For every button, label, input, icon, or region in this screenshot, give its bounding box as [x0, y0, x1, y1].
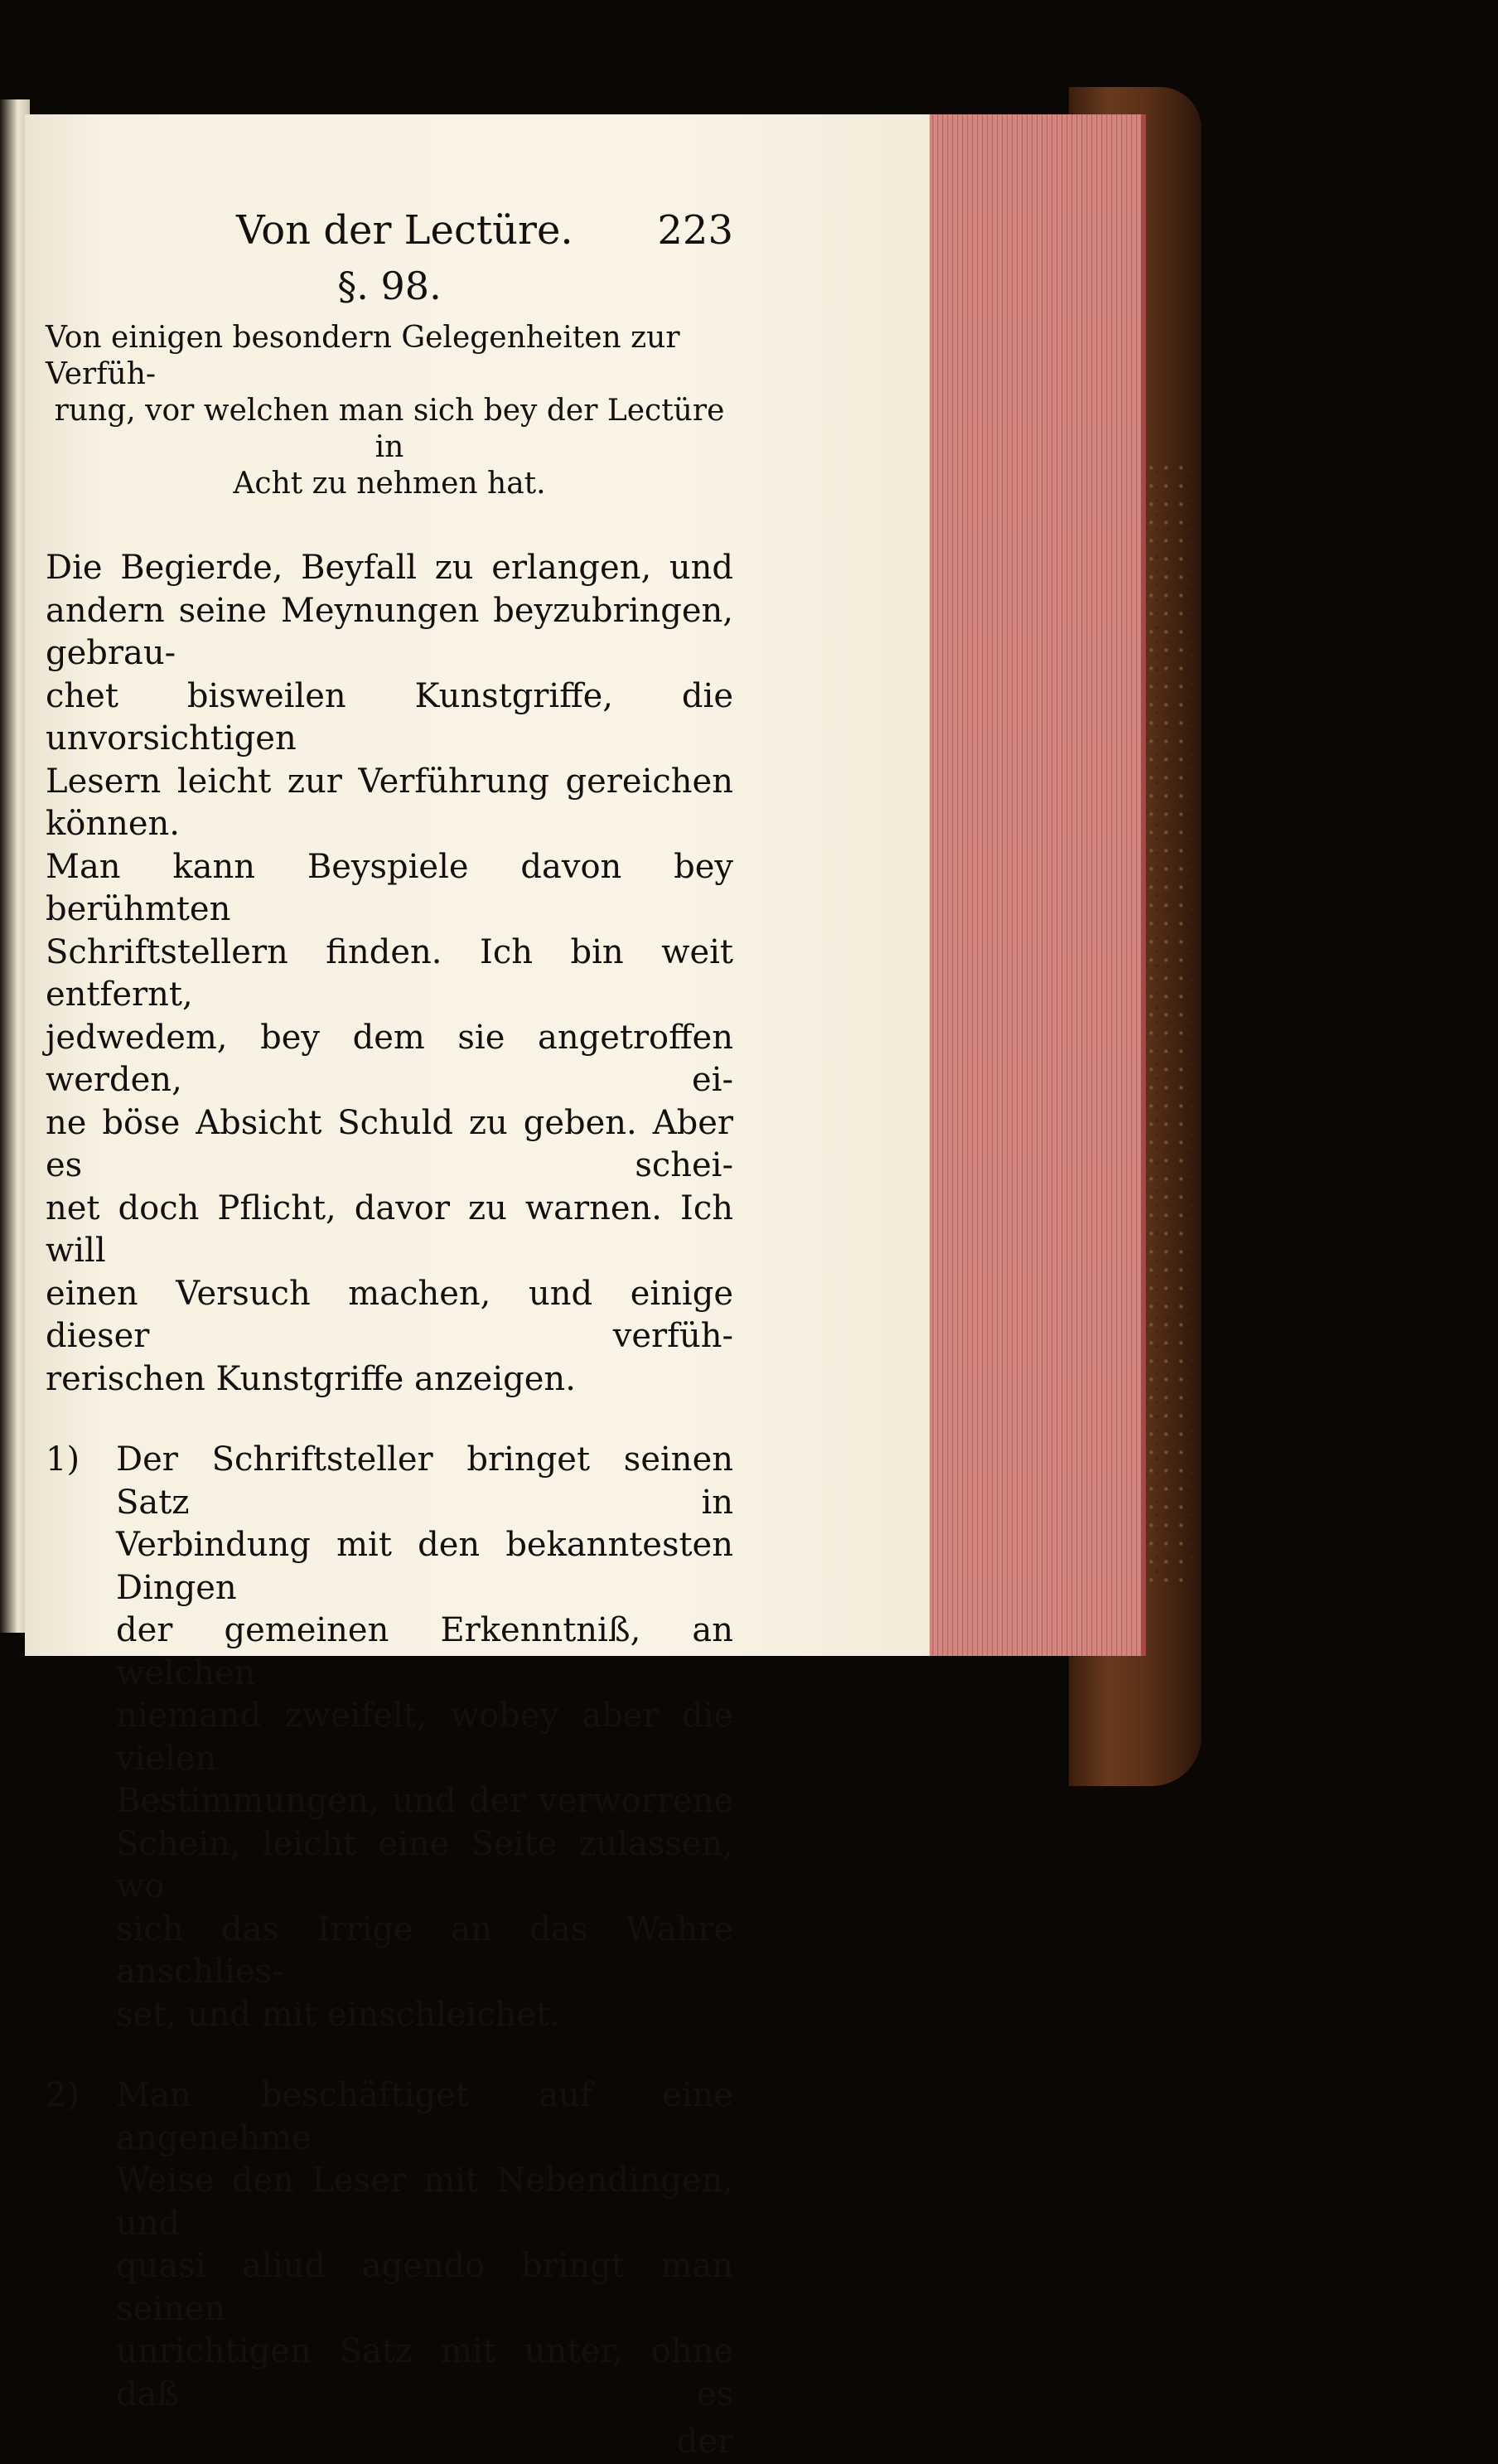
text-line: chet bisweilen Kunstgriffe, die unvorsichtigen [46, 676, 733, 758]
text-line: Die Begierde, Beyfall zu erlangen, und [46, 549, 733, 587]
text-line: quasi aliud agendo bringt man seinen [116, 2247, 733, 2328]
text-line: einen Versuch machen, und einige dieser verfüh- [46, 1274, 733, 1355]
text-line: rerischen Kunstgriffe anzeigen. [46, 1359, 576, 1398]
text-line: Schriftstellern finden. Ich bin weit entfernt, [46, 932, 733, 1014]
text-line: niemand zweifelt, wobey aber die vielen [116, 1697, 733, 1778]
text-line: Der Schriftsteller bringet seinen Satz in [116, 1440, 733, 1522]
text-line: jedwedem, bey dem sie angetroffen werden, ei- [46, 1018, 733, 1099]
catchword: der [676, 2423, 733, 2461]
page-fore-edge [930, 114, 1146, 1656]
page-text [46, 207, 733, 2464]
item-text [116, 1439, 733, 2036]
text-line: andern seine Meynungen beyzubringen, gebrau- [46, 591, 733, 672]
page-number: 223 [657, 207, 733, 254]
subtitle-line: Von einigen besondern Gelegenheiten zur Verfüh- [46, 321, 680, 391]
text-line: sich das Irrige an das Wahre anschlies- [116, 1910, 733, 1991]
item-number: 1) [46, 1440, 80, 1479]
section-subtitle [46, 320, 733, 502]
subtitle-line: Acht zu nehmen hat. [233, 467, 546, 501]
text-line: net doch Pflicht, davor zu warnen. Ich will [46, 1188, 733, 1270]
text-line: Weise den Leser mit Nebendingen, und [116, 2161, 733, 2243]
intro-paragraph [46, 547, 733, 1401]
item-text [116, 2074, 733, 2416]
item-number: 2) [46, 2076, 80, 2114]
list-item [46, 1439, 733, 2036]
text-line: set, und mit einschleichet. [116, 1995, 560, 2034]
text-line: der gemeinen Erkenntniß, an welchen [116, 1611, 733, 1692]
running-title: Von der Lectüre. [236, 207, 573, 254]
text-line: Man beschäftiget auf eine angenehme [116, 2076, 733, 2157]
text-line: unrichtigen Satz mit unter, ohne daß es [116, 2332, 733, 2413]
text-line: Lesern leicht zur Verführung gereichen können. [46, 762, 733, 843]
subtitle-line: rung, vor welchen man sich bey der Lectüre in [54, 394, 725, 464]
text-line: Verbindung mit den bekanntesten Dingen [116, 1526, 733, 1607]
text-line: Schein, leicht eine Seite zulassen, wo [116, 1824, 733, 1905]
text-line: ne böse Absicht Schuld zu geben. Aber es schei- [46, 1103, 733, 1184]
text-line: Man kann Beyspiele davon bey berühmten [46, 847, 733, 928]
list-item [46, 2074, 733, 2416]
text-line: Bestimmungen, und der verworrene [116, 1782, 733, 1820]
running-header [46, 207, 733, 254]
section-number: §. 98. [337, 264, 442, 308]
